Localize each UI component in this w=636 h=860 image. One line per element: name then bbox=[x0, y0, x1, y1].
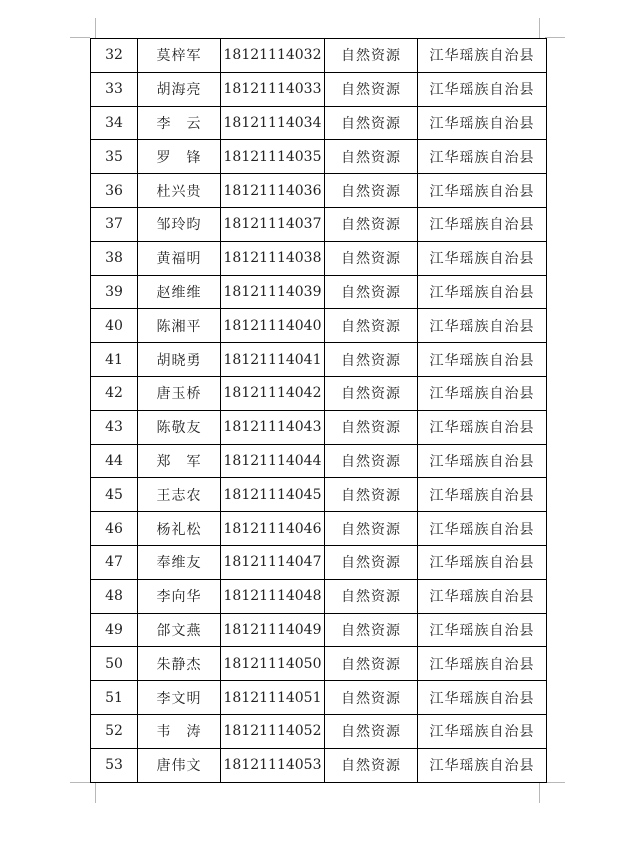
id-number-cell: 18121114036 bbox=[221, 174, 325, 208]
table-row bbox=[91, 714, 547, 748]
id-number-cell: 18121114046 bbox=[221, 512, 325, 546]
table-row bbox=[91, 376, 547, 410]
region-cell: 江华瑶族自治县 bbox=[418, 376, 547, 410]
region-cell: 江华瑶族自治县 bbox=[418, 140, 547, 174]
id-number-cell: 18121114053 bbox=[221, 748, 325, 782]
field-cell: 自然资源 bbox=[325, 309, 418, 343]
crop-mark-bottom-left-vertical bbox=[95, 783, 96, 803]
id-number-cell: 18121114045 bbox=[221, 478, 325, 512]
row-number-cell: 52 bbox=[91, 714, 138, 748]
name-cell: 胡海亮 bbox=[138, 72, 221, 106]
region-cell: 江华瑶族自治县 bbox=[418, 72, 547, 106]
field-cell: 自然资源 bbox=[325, 647, 418, 681]
row-number-cell: 53 bbox=[91, 748, 138, 782]
table-row bbox=[91, 681, 547, 715]
name-cell: 唐伟文 bbox=[138, 748, 221, 782]
row-number-cell: 46 bbox=[91, 512, 138, 546]
id-number-cell: 18121114034 bbox=[221, 106, 325, 140]
roster-table-body bbox=[91, 39, 547, 783]
crop-mark-bottom-right-vertical bbox=[539, 783, 540, 803]
crop-mark-bottom-left-horizontal bbox=[70, 782, 90, 783]
row-number-cell: 32 bbox=[91, 39, 138, 73]
field-cell: 自然资源 bbox=[325, 343, 418, 377]
field-cell: 自然资源 bbox=[325, 681, 418, 715]
table-row bbox=[91, 106, 547, 140]
region-cell: 江华瑶族自治县 bbox=[418, 444, 547, 478]
row-number-cell: 34 bbox=[91, 106, 138, 140]
name-cell: 罗 锋 bbox=[138, 140, 221, 174]
region-cell: 江华瑶族自治县 bbox=[418, 343, 547, 377]
id-number-cell: 18121114044 bbox=[221, 444, 325, 478]
row-number-cell: 39 bbox=[91, 275, 138, 309]
table-row bbox=[91, 410, 547, 444]
name-cell: 陈湘平 bbox=[138, 309, 221, 343]
id-number-cell: 18121114052 bbox=[221, 714, 325, 748]
table-row bbox=[91, 748, 547, 782]
name-cell: 韦 涛 bbox=[138, 714, 221, 748]
row-number-cell: 48 bbox=[91, 579, 138, 613]
row-number-cell: 37 bbox=[91, 207, 138, 241]
field-cell: 自然资源 bbox=[325, 207, 418, 241]
name-cell: 邹玲昀 bbox=[138, 207, 221, 241]
crop-mark-top-right-horizontal bbox=[545, 37, 565, 38]
name-cell: 黄福明 bbox=[138, 241, 221, 275]
id-number-cell: 18121114041 bbox=[221, 343, 325, 377]
row-number-cell: 42 bbox=[91, 376, 138, 410]
name-cell: 陈敬友 bbox=[138, 410, 221, 444]
id-number-cell: 18121114032 bbox=[221, 39, 325, 73]
name-cell: 胡晓勇 bbox=[138, 343, 221, 377]
field-cell: 自然资源 bbox=[325, 714, 418, 748]
field-cell: 自然资源 bbox=[325, 72, 418, 106]
name-cell: 王志农 bbox=[138, 478, 221, 512]
name-cell: 杨礼松 bbox=[138, 512, 221, 546]
row-number-cell: 43 bbox=[91, 410, 138, 444]
id-number-cell: 18121114049 bbox=[221, 613, 325, 647]
name-cell: 莫梓军 bbox=[138, 39, 221, 73]
field-cell: 自然资源 bbox=[325, 444, 418, 478]
region-cell: 江华瑶族自治县 bbox=[418, 275, 547, 309]
table-row bbox=[91, 309, 547, 343]
crop-mark-top-left-vertical bbox=[95, 18, 96, 38]
field-cell: 自然资源 bbox=[325, 241, 418, 275]
field-cell: 自然资源 bbox=[325, 545, 418, 579]
table-row bbox=[91, 72, 547, 106]
table-row bbox=[91, 140, 547, 174]
field-cell: 自然资源 bbox=[325, 512, 418, 546]
roster-table-container bbox=[90, 38, 547, 783]
row-number-cell: 45 bbox=[91, 478, 138, 512]
region-cell: 江华瑶族自治县 bbox=[418, 174, 547, 208]
region-cell: 江华瑶族自治县 bbox=[418, 410, 547, 444]
table-row bbox=[91, 545, 547, 579]
table-row bbox=[91, 444, 547, 478]
row-number-cell: 44 bbox=[91, 444, 138, 478]
id-number-cell: 18121114033 bbox=[221, 72, 325, 106]
roster-table bbox=[90, 38, 547, 783]
id-number-cell: 18121114050 bbox=[221, 647, 325, 681]
region-cell: 江华瑶族自治县 bbox=[418, 714, 547, 748]
id-number-cell: 18121114039 bbox=[221, 275, 325, 309]
field-cell: 自然资源 bbox=[325, 376, 418, 410]
table-row bbox=[91, 579, 547, 613]
id-number-cell: 18121114035 bbox=[221, 140, 325, 174]
field-cell: 自然资源 bbox=[325, 748, 418, 782]
table-row bbox=[91, 241, 547, 275]
name-cell: 朱静杰 bbox=[138, 647, 221, 681]
region-cell: 江华瑶族自治县 bbox=[418, 647, 547, 681]
table-row bbox=[91, 512, 547, 546]
row-number-cell: 38 bbox=[91, 241, 138, 275]
name-cell: 赵维维 bbox=[138, 275, 221, 309]
region-cell: 江华瑶族自治县 bbox=[418, 39, 547, 73]
name-cell: 李 云 bbox=[138, 106, 221, 140]
region-cell: 江华瑶族自治县 bbox=[418, 106, 547, 140]
id-number-cell: 18121114048 bbox=[221, 579, 325, 613]
region-cell: 江华瑶族自治县 bbox=[418, 579, 547, 613]
crop-mark-bottom-right-horizontal bbox=[545, 782, 565, 783]
table-row bbox=[91, 39, 547, 73]
row-number-cell: 47 bbox=[91, 545, 138, 579]
name-cell: 郑 军 bbox=[138, 444, 221, 478]
name-cell: 唐玉桥 bbox=[138, 376, 221, 410]
id-number-cell: 18121114037 bbox=[221, 207, 325, 241]
table-row bbox=[91, 647, 547, 681]
field-cell: 自然资源 bbox=[325, 478, 418, 512]
region-cell: 江华瑶族自治县 bbox=[418, 613, 547, 647]
id-number-cell: 18121114042 bbox=[221, 376, 325, 410]
row-number-cell: 35 bbox=[91, 140, 138, 174]
field-cell: 自然资源 bbox=[325, 410, 418, 444]
id-number-cell: 18121114038 bbox=[221, 241, 325, 275]
row-number-cell: 40 bbox=[91, 309, 138, 343]
field-cell: 自然资源 bbox=[325, 106, 418, 140]
id-number-cell: 18121114051 bbox=[221, 681, 325, 715]
field-cell: 自然资源 bbox=[325, 275, 418, 309]
name-cell: 郃文燕 bbox=[138, 613, 221, 647]
table-row bbox=[91, 613, 547, 647]
name-cell: 奉维友 bbox=[138, 545, 221, 579]
table-row bbox=[91, 478, 547, 512]
table-row bbox=[91, 275, 547, 309]
region-cell: 江华瑶族自治县 bbox=[418, 309, 547, 343]
table-row bbox=[91, 174, 547, 208]
region-cell: 江华瑶族自治县 bbox=[418, 207, 547, 241]
row-number-cell: 50 bbox=[91, 647, 138, 681]
field-cell: 自然资源 bbox=[325, 174, 418, 208]
field-cell: 自然资源 bbox=[325, 140, 418, 174]
region-cell: 江华瑶族自治县 bbox=[418, 478, 547, 512]
row-number-cell: 41 bbox=[91, 343, 138, 377]
field-cell: 自然资源 bbox=[325, 579, 418, 613]
region-cell: 江华瑶族自治县 bbox=[418, 748, 547, 782]
region-cell: 江华瑶族自治县 bbox=[418, 681, 547, 715]
region-cell: 江华瑶族自治县 bbox=[418, 512, 547, 546]
crop-mark-top-left-horizontal bbox=[70, 37, 90, 38]
row-number-cell: 51 bbox=[91, 681, 138, 715]
name-cell: 李文明 bbox=[138, 681, 221, 715]
id-number-cell: 18121114040 bbox=[221, 309, 325, 343]
row-number-cell: 36 bbox=[91, 174, 138, 208]
crop-mark-top-right-vertical bbox=[539, 18, 540, 38]
field-cell: 自然资源 bbox=[325, 613, 418, 647]
id-number-cell: 18121114043 bbox=[221, 410, 325, 444]
row-number-cell: 49 bbox=[91, 613, 138, 647]
name-cell: 李向华 bbox=[138, 579, 221, 613]
row-number-cell: 33 bbox=[91, 72, 138, 106]
field-cell: 自然资源 bbox=[325, 39, 418, 73]
name-cell: 杜兴贵 bbox=[138, 174, 221, 208]
id-number-cell: 18121114047 bbox=[221, 545, 325, 579]
table-row bbox=[91, 343, 547, 377]
region-cell: 江华瑶族自治县 bbox=[418, 241, 547, 275]
table-row bbox=[91, 207, 547, 241]
region-cell: 江华瑶族自治县 bbox=[418, 545, 547, 579]
